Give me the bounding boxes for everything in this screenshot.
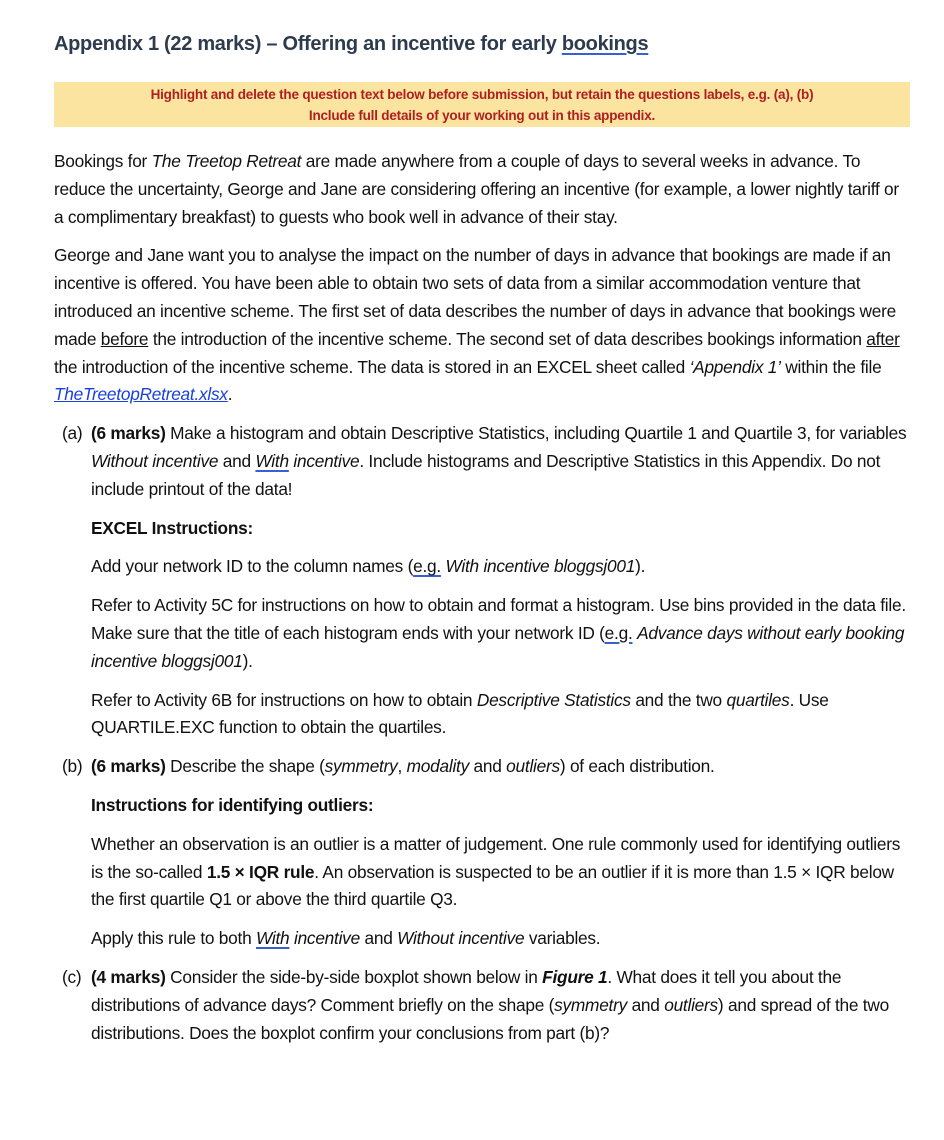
- text-span: and: [627, 994, 665, 1015]
- text-span: and: [218, 450, 256, 471]
- text-span: EXCEL Instructions:: [91, 517, 254, 538]
- text-span: ,: [397, 756, 407, 777]
- instruction-paragraph: [54, 792, 910, 820]
- text-span: modality: [406, 756, 469, 777]
- text-span: Advance days without early booking incentive bloggsj001: [91, 622, 905, 671]
- text-span: Describe the shape (: [165, 756, 325, 777]
- text-span: The Treetop Retreat: [151, 151, 302, 171]
- question-label: (a): [62, 423, 83, 444]
- text-span: Without incentive: [397, 928, 525, 949]
- text-span: (4 marks): [91, 966, 166, 987]
- instruction-paragraph: [54, 515, 910, 543]
- text-span: within the file: [780, 356, 882, 377]
- text-span: (6 marks): [91, 423, 166, 444]
- text-span: . An observation is suspected to be an outlier if it is more than 1.5 × IQR below the first quartile Q1 or above the third quartile Q3.: [91, 861, 894, 910]
- text-span: and: [468, 756, 507, 777]
- instruction-paragraph: [54, 925, 910, 953]
- text-span: Refer to Activity 6B for instructions on how to obtain: [91, 689, 477, 710]
- text-span: ) of each distribution.: [559, 756, 715, 777]
- text-span: With: [255, 450, 289, 471]
- question-label: (c): [62, 966, 82, 987]
- question-item: [54, 964, 910, 1047]
- text-span: before: [100, 328, 149, 349]
- text-span: With: [256, 928, 290, 949]
- instruction-note: [54, 82, 910, 127]
- instruction-paragraph: [54, 592, 910, 675]
- text-span: . What does it tell you about the distributions of advance days? Comment briefly on the shape (: [91, 966, 842, 1015]
- title-underlined-word: bookings: [561, 33, 649, 55]
- text-span: . Include histograms and Descriptive Statistics in this Appendix. Do not include printout of the data!: [91, 450, 881, 499]
- text-span: Without incentive: [91, 450, 219, 471]
- text-span: Bookings for: [54, 151, 152, 171]
- text-span: variables.: [524, 928, 601, 949]
- text-span: Add your network ID to the column names (: [91, 556, 414, 577]
- file-link[interactable]: TheTreetopRetreat.xlsx: [54, 384, 228, 405]
- text-span: the introduction of the incentive scheme. The second set of data describes bookings information: [148, 328, 867, 349]
- text-span: Apply this rule to both: [91, 928, 256, 949]
- note-line-2: Include full details of your working out in this appendix.: [308, 108, 656, 123]
- text-span: George and Jane want you to analyse the impact on the number of days in advance that bookings are made if an incentive is offered. You have been able to obtain two sets of data from a similar accommodation venture that introduced an incentive scheme. The first set of data describes the number of days in advance that bookings were made: [54, 245, 897, 349]
- question-label: (b): [62, 756, 83, 777]
- instruction-paragraph: [54, 553, 910, 581]
- page-title: [54, 33, 648, 56]
- text-span: and the two: [630, 689, 727, 710]
- text-span: Refer to Activity 5C for instructions on how to obtain and format a histogram. Use bins provided in the data file. Make sure that the title of each histogram ends with your network ID (: [91, 595, 906, 643]
- text-span: incentive: [289, 928, 360, 949]
- instruction-paragraph: [54, 831, 910, 914]
- text-span: after: [866, 328, 900, 349]
- text-span: outliers: [506, 756, 560, 777]
- text-span: . Use QUARTILE.EXC function to obtain the quartiles.: [91, 689, 829, 738]
- text-span: ‘Appendix 1’: [689, 356, 781, 377]
- text-span: Descriptive Statistics: [476, 689, 631, 710]
- text-span: are made anywhere from a couple of days to several weeks in advance. To reduce the uncertainty, George and Jane are considering offering an incentive (for example, a lower nightly tariff or a complimentary breakfast) to guests who book well in advance of their stay.: [54, 151, 899, 227]
- paragraph: [54, 148, 910, 231]
- paragraph: [54, 242, 910, 409]
- text-span: Whether an observation is an outlier is a matter of judgement. One rule commonly used for identifying outliers is the so-called: [91, 833, 901, 882]
- text-span: e.g.: [413, 556, 441, 577]
- text-span: (6 marks): [91, 756, 166, 777]
- text-span: Make a histogram and obtain Descriptive Statistics, including Quartile 1 and Quartile 3, for variables: [165, 423, 907, 444]
- text-span: ) and spread of the two distributions. Does the boxplot confirm your conclusions from part (b)?: [91, 994, 889, 1043]
- text-span: 1.5 × IQR rule: [206, 861, 315, 882]
- note-line-1: Highlight and delete the question text below before submission, but retain the questions labels, e.g. (a), (b): [150, 87, 814, 102]
- text-span: incentive: [288, 450, 360, 471]
- text-span: Figure 1: [542, 966, 608, 987]
- question-item: [54, 420, 910, 503]
- text-span: and: [359, 928, 398, 949]
- title-text: Appendix 1 (22 marks) – Offering an incentive for early: [54, 33, 562, 55]
- text-span: e.g.: [604, 622, 633, 643]
- text-span: With incentive bloggsj001: [445, 556, 636, 577]
- text-span: symmetry: [554, 994, 628, 1015]
- instruction-paragraph: [54, 687, 910, 743]
- document-body: [54, 148, 910, 1058]
- question-item: [54, 753, 910, 781]
- text-span: outliers: [664, 994, 718, 1015]
- text-span: ).: [242, 650, 253, 671]
- text-span: the introduction of the incentive scheme. The data is stored in an EXCEL sheet called: [54, 356, 690, 377]
- text-span: quartiles: [726, 689, 790, 710]
- text-span: symmetry: [324, 756, 398, 777]
- text-span: .: [227, 384, 233, 405]
- text-span: ).: [635, 556, 646, 577]
- text-span: Instructions for identifying outliers:: [91, 794, 374, 815]
- text-span: Consider the side-by-side boxplot shown below in: [165, 966, 543, 987]
